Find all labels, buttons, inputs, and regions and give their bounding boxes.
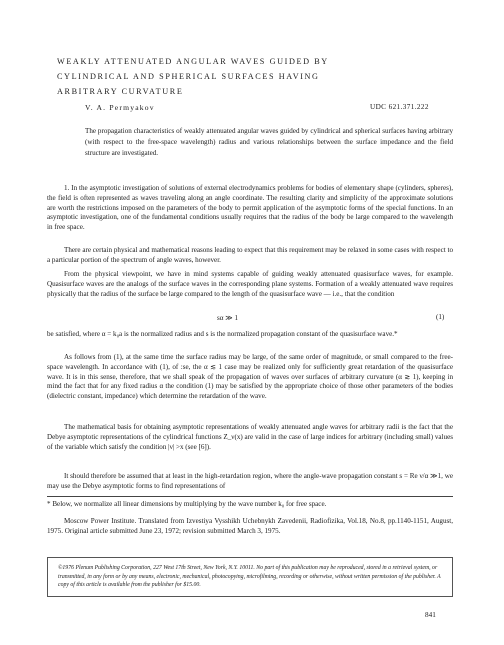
footnote-divider <box>47 496 453 497</box>
abstract: The propagation characteristics of weakly attenuated angular waves guided by cylindrical and spherical surfaces having arbitrary (with respect to the free-space wavelength) radius and various relationships between the surface impedance and the field structure are investigated. <box>85 127 453 158</box>
paragraph-1: 1. In the asymptotic investigation of solutions of external electrodynamics problems for bodies of elementary shape (cylinders, spheres), the field is often represented as waves traveling along an angle coordinate. The resulting clarity and simplicity of the approximate solutions are worth the restrictions imposed on the parameters of the body to permit application of the asymptotic forms of the special functions. In an asymptotic investigation, one of the fundamental conditions usually requires that the radius of the body be large compared to the wavelength in free space. <box>47 184 453 232</box>
equation-expression: sα ≫ 1 <box>217 314 238 322</box>
paragraph-6: The mathematical basis for obtaining asymptotic representations of weakly attenuated angle waves for arbitrary radii is the fact that the Debye asymptotic representations of the cylindrical functions Z_ν(x) are valid in the case of large indices for arbitrary (including small) values of the variable which satisfy the condition |ν| >x (see [6]). <box>47 423 453 451</box>
paragraph-5: As follows from (1), at the same time the surface radius may be large, of the same order of magnitude, or small compared to the free-space wavelength. In accordance with (1), of :se, the α ≲ 1 case may be realized only for sufficiently great retardation of the quasisurface wave. It is in this sense, therefore, that we shall speak of the propagation of waves over surfaces of arbitrary curvature (α ≳ 1), keeping in mind the fact that for any fixed radius α the condition (1) may be satisfied by the appropriate choice of those other parameters of the bodies (dielectric constant, impedance) which determine the retardation of the wave. <box>47 353 453 401</box>
affiliation-note: Moscow Power Institute. Translated from Izvestiya Vysshikh Uchebnykh Zavedenii, Radiofizika, Vol.18, No.8, pp.1140-1151, August, 1975. Original article submitted June 23, 1972; revision submitted March 3, 1975. <box>47 517 453 535</box>
udc-code: UDC 621.371.222 <box>370 103 429 111</box>
equation-number: (1) <box>436 313 445 321</box>
article-title <box>57 54 457 99</box>
copyright-box <box>47 557 453 597</box>
footnote: * Below, we normalize all linear dimensions by multiplying by the wave number k₀ for free space. <box>47 500 327 508</box>
title-line: WEAKLY ATTENUATED ANGULAR WAVES GUIDED BY <box>57 57 329 66</box>
paragraph-4: be satisfied, where α = k₀a is the normalized radius and s is the normalized propagation constant of the quasisurface wave.* <box>47 330 398 338</box>
title-line: CYLINDRICAL AND SPHERICAL SURFACES HAVING <box>57 72 320 81</box>
paragraph-3: From the physical viewpoint, we have in mind systems capable of guiding weakly attenuated quasisurface waves, for example. Quasisurface waves are the analogs of the surface waves in the corresponding plane systems. Formation of a weakly attenuated wave requires physically that the radius of the surface be large compared to the length of the quasisurface wave — i.e., that the condition <box>47 270 453 298</box>
paragraph-7: It should therefore be assumed that at least in the high-retardation region, where the angle-wave propagation constant s = Re ν/α ≫1, we may use the Debye asymptotic forms to find representations of <box>47 472 453 490</box>
paragraph-2: There are certain physical and mathematical reasons leading to expect that this requirement may be relaxed in some cases with respect to a particular portion of the spectrum of angle waves, however. <box>47 246 453 264</box>
page-number: 841 <box>425 611 436 619</box>
copyright-text: ©1976 Plenum Publishing Corporation, 227 West 17th Street, New York, N.Y. 10011. No part of this publication may be reproduced, stored in a retrieval system, or transmitted, in any form or by any means, electronic, mechanical, photocopying, microfilming, recording or otherwise, without written permission of the publisher. A copy of this article is available from the publisher for $15.00. <box>58 565 441 589</box>
title-line: ARBITRARY CURVATURE <box>57 87 184 96</box>
author-name: V. A. Permyakov <box>85 103 155 112</box>
